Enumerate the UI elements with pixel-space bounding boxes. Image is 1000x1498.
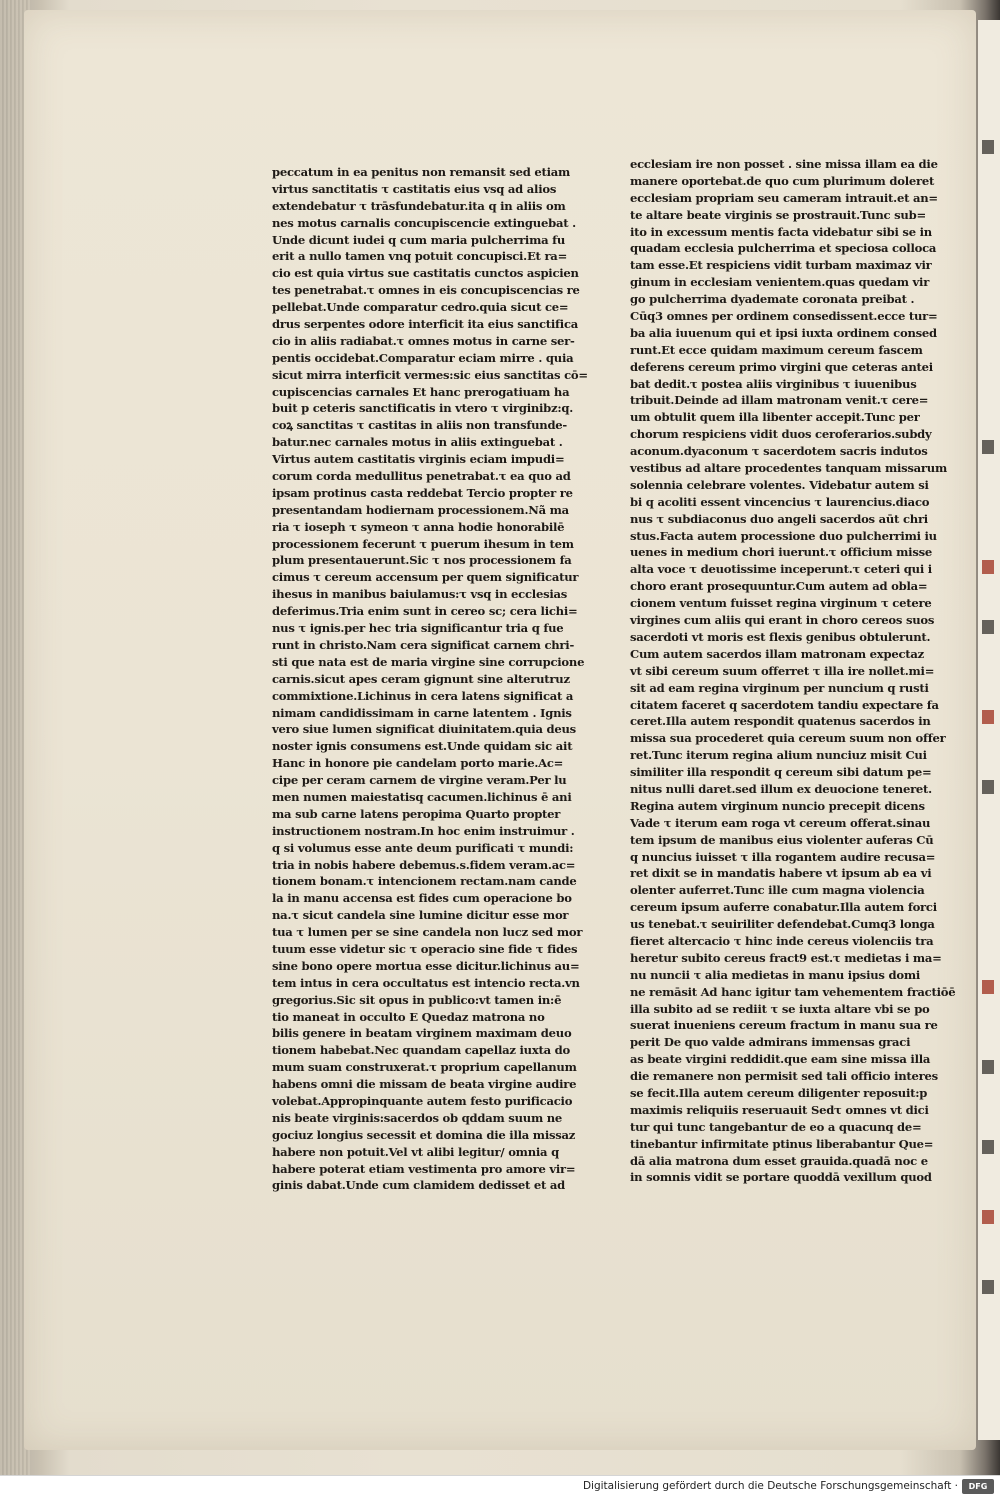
text-line: quadam ecclesia pulcherrima et speciosa colloca bbox=[630, 241, 937, 256]
text-line: ito in excessum mentis facta videbatur sibi se in bbox=[630, 224, 932, 239]
text-line: ceret.Illa autem respondit quatenus sacerdos in bbox=[630, 714, 931, 729]
text-line: noster ignis consumens est.Unde quidam sic ait bbox=[272, 739, 573, 754]
text-line: ecclesiam propriam seu cameram intrauit.et an= bbox=[630, 190, 938, 205]
text-line: bat dedit.τ postea aliis virginibus τ iuuenibus bbox=[630, 376, 917, 391]
text-line: cionem ventum fuisset regina virginum τ cetere bbox=[630, 596, 932, 611]
text-line: coꝝ sanctitas τ castitas in aliis non transfunde- bbox=[272, 418, 567, 433]
text-line: ipsam protinus casta reddebat Tercio propter re bbox=[272, 485, 573, 500]
text-line: nes motus carnalis concupiscencie extinguebat . bbox=[272, 215, 576, 230]
text-line: cio in aliis radiabat.τ omnes motus in carne ser- bbox=[272, 333, 575, 348]
text-line: ma sub carne latens peropima Quarto propter bbox=[272, 806, 561, 821]
text-line: cupiscencias carnales Et hanc prerogatiuam ha bbox=[272, 384, 570, 399]
text-line: fieret altercacio τ hinc inde cereus violenciis tra bbox=[630, 933, 934, 948]
text-line: vt sibi cereum suum offerret τ illa ire nollet.mi= bbox=[630, 663, 935, 678]
text-line: ret dixit se in mandatis habere vt ipsum ab ea vi bbox=[630, 866, 932, 881]
text-line: presentandam hodiernam processionem.Nã ma bbox=[272, 502, 569, 517]
text-line: us tenebat.τ seuiriliter defendebat.Cumq3 longa bbox=[630, 917, 935, 932]
text-line: tua τ lumen per se sine candela non lucz sed mor bbox=[272, 925, 583, 940]
text-line: um obtulit quem illa libenter accepit.Tunc per bbox=[630, 410, 920, 425]
text-line: cipe per ceram carnem de virgine veram.Per lu bbox=[272, 773, 567, 788]
text-line: na.τ sicut candela sine lumine dicitur esse mor bbox=[272, 908, 569, 923]
text-line: tes penetrabat.τ omnes in eis concupiscencias re bbox=[272, 283, 580, 298]
text-line: q si volumus esse ante deum purificati τ mundi: bbox=[272, 840, 574, 855]
text-line: uenes in medium chori iuerunt.τ officium misse bbox=[630, 545, 933, 560]
text-line: carnis.sicut apes ceram gignunt sine alterutruz bbox=[272, 671, 570, 686]
text-column-left bbox=[272, 164, 588, 1194]
text-line: habens omni die missam de beata virgine audire bbox=[272, 1077, 577, 1092]
text-line: vestibus ad altare procedentes tanquam missarum bbox=[630, 461, 947, 476]
text-line: corum corda medullitus penetrabat.τ ea quo ad bbox=[272, 469, 571, 484]
text-line: commixtione.Lichinus in cera latens significat a bbox=[272, 688, 574, 703]
text-line: maximis reliquiis reseruauit Sedτ omnes vt dici bbox=[630, 1102, 929, 1117]
text-line: tuum esse videtur sic τ operacio sine fide τ fides bbox=[272, 941, 578, 956]
text-line: heretur subito cereus fract9 est.τ medietas i ma= bbox=[630, 950, 942, 965]
text-line: dā alia matrona dum esset grauida.quadā noc e bbox=[630, 1153, 928, 1168]
text-line: erit a nullo tamen vnq potuit concupisci.Et ra= bbox=[272, 249, 568, 264]
text-line: tio maneat in occulto E Quedaz matrona no bbox=[272, 1009, 545, 1024]
text-line: Hanc in honore pie candelam porto marie.Ac= bbox=[272, 756, 564, 771]
text-line: nus τ ignis.per hec tria significantur tria q fue bbox=[272, 621, 564, 636]
text-line: tinebantur infirmitate ptinus liberabantur Que= bbox=[630, 1136, 934, 1151]
text-line: volebat.Appropinquante autem festo purificacio bbox=[272, 1093, 573, 1108]
text-line: nitus nulli daret.sed illum ex deuocione teneret. bbox=[630, 781, 932, 796]
text-line: extendebatur τ trāsfundebatur.ita q in aliis om bbox=[272, 198, 566, 213]
text-line: virgines cum aliis qui erant in choro cereos suos bbox=[630, 613, 935, 628]
text-line: illa subito ad se rediit τ se iuxta altare vbi se po bbox=[630, 1001, 930, 1016]
text-line: as beate virgini reddidit.que eam sine missa illa bbox=[630, 1052, 931, 1067]
text-line: bilis genere in beatam virginem maximam deuo bbox=[272, 1026, 572, 1041]
text-line: buit p ceteris sanctificatis in vtero τ virginibz:q. bbox=[272, 401, 574, 416]
text-line: choro erant prosequuntur.Cum autem ad obla= bbox=[630, 579, 928, 594]
text-line: sti que nata est de maria virgine sine corrupcione bbox=[272, 654, 585, 669]
text-line: men numen maiestatisq cacumen.lichinus ē ani bbox=[272, 789, 572, 804]
text-line: se fecit.Illa autem cereum diligenter reposuit:p bbox=[630, 1085, 928, 1100]
text-line: tionem habebat.Nec quandam capellaz iuxta do bbox=[272, 1043, 570, 1058]
text-line: go pulcherrima dyademate coronata preibat . bbox=[630, 292, 915, 307]
text-line: pellebat.Unde comparatur cedro.quia sicut ce= bbox=[272, 300, 569, 315]
text-line: tur qui tunc tangebantur de eo a quacunq de= bbox=[630, 1119, 922, 1134]
text-line: sine bono opere mortua esse dicitur.lichinus au= bbox=[272, 958, 580, 973]
text-line: q nuncius iuisset τ illa rogantem audire recusa= bbox=[630, 849, 936, 864]
text-line: gregorius.Sic sit opus in publico:vt tamen in:ē bbox=[272, 992, 562, 1007]
text-line: die remanere non permisit sed tali officio interes bbox=[630, 1069, 938, 1084]
text-line: aconum.dyaconum τ sacerdotem sacris indutos bbox=[630, 444, 928, 459]
text-line: habere poterat etiam vestimenta pro amore vir= bbox=[272, 1161, 576, 1176]
text-line: tam esse.Et respiciens vidit turbam maximaz vir bbox=[630, 258, 932, 273]
text-line: drus serpentes odore interficit ita eius sanctifica bbox=[272, 317, 579, 332]
text-line: cimus τ cereum accensum per quem significatur bbox=[272, 570, 579, 585]
text-line: in somnis vidit se portare quoddā vexillum quod bbox=[630, 1170, 932, 1185]
text-line: deferens cereum primo virgini que ceteras antei bbox=[630, 359, 933, 374]
text-line: sit ad eam regina virginum per nuncium q rusti bbox=[630, 680, 929, 695]
text-line: nu nuncii τ alia medietas in manu ipsius domi bbox=[630, 967, 920, 982]
text-line: ginis dabat.Unde cum clamidem dedisset et ad bbox=[272, 1178, 566, 1193]
text-line: nimam candidissimam in carne latentem . Ignis bbox=[272, 705, 572, 720]
text-line: tionem bonam.τ intencionem rectam.nam cande bbox=[272, 874, 577, 889]
text-line: missa sua procederet quia cereum suum non offer bbox=[630, 731, 946, 746]
text-line: Virtus autem castitatis virginis eciam impudi= bbox=[272, 452, 565, 467]
text-line: runt in christo.Nam cera significat carnem chri- bbox=[272, 637, 575, 652]
text-line: Unde dicunt iudei q cum maria pulcherrima fu bbox=[272, 232, 566, 247]
text-column-right bbox=[630, 156, 955, 1186]
text-line: ne remāsit Ad hanc igitur tam vehementem fractiōē bbox=[630, 984, 956, 999]
text-line: vero siue lumen significat diuinitatem.quia deus bbox=[272, 722, 576, 737]
text-line: Vade τ iterum eam roga vt cereum offerat.sinau bbox=[630, 815, 931, 830]
text-line: sicut mirra interficit vermes:sic eius sanctitas cō= bbox=[272, 367, 588, 382]
text-line: pentis occidebat.Comparatur eciam mirre . quia bbox=[272, 350, 574, 365]
text-line: virtus sanctitatis τ castitatis eius vsq ad alios bbox=[272, 181, 557, 196]
text-line: peccatum in ea penitus non remansit sed etiam bbox=[272, 165, 571, 179]
text-line: Cūq3 omnes per ordinem consedissent.ecce tur= bbox=[630, 309, 938, 324]
text-line: ba alia iuuenum qui et ipsi iuxta ordinem consed bbox=[630, 325, 937, 340]
text-line: sacerdoti vt moris est flexis genibus obtulerunt. bbox=[630, 629, 931, 644]
text-line: similiter illa respondit q cereum sibi datum pe= bbox=[630, 765, 932, 780]
text-line: te altare beate virginis se prostrauit.Tunc sub= bbox=[630, 207, 926, 222]
text-line: alta voce τ deuotissime inceperunt.τ ceteri qui i bbox=[630, 562, 932, 577]
text-line: habere non potuit.Vel vt alibi legitur/ omnia q bbox=[272, 1144, 559, 1159]
text-line: runt.Et ecce quidam maximum cereum fascem bbox=[630, 342, 923, 357]
text-line: nus τ subdiaconus duo angeli sacerdos aūt chri bbox=[630, 511, 928, 526]
text-line: mum suam construxerat.τ proprium capellanum bbox=[272, 1060, 577, 1075]
text-line: tem ipsum de manibus eius violenter auferas Cū bbox=[630, 832, 934, 847]
text-line: cereum ipsum auferre conabatur.Illa autem forci bbox=[630, 900, 937, 915]
text-line: gociuz longius secessit et domina die illa missaz bbox=[272, 1127, 576, 1142]
text-line: tria in nobis habere debemus.s.fidem veram.ac= bbox=[272, 857, 576, 872]
text-line: batur.nec carnales motus in aliis extinguebat . bbox=[272, 435, 563, 450]
footer-bar bbox=[0, 1475, 1000, 1498]
text-line: citatem faceret q sacerdotem tandiu expectare fa bbox=[630, 697, 939, 712]
text-line: nis beate virginis:sacerdos ob qddam suum ne bbox=[272, 1110, 563, 1125]
text-line: ginum in ecclesiam venientem.quas quedam vir bbox=[630, 275, 930, 290]
text-line: processionem fecerunt τ puerum ihesum in tem bbox=[272, 536, 574, 551]
text-line: suerat inueniens cereum fractum in manu sua re bbox=[630, 1018, 938, 1033]
text-line: ihesus in manibus baiulamus:τ vsq in ecclesias bbox=[272, 587, 568, 602]
text-line: Regina autem virginum nuncio precepit dicens bbox=[630, 798, 925, 813]
text-line: perit De quo valde admirans immensas graci bbox=[630, 1035, 911, 1050]
funding-credit: Digitalisierung gefördert durch die Deutsche Forschungsgemeinschaft · bbox=[582, 1480, 958, 1492]
text-line: deferimus.Tria enim sunt in cereo sc; cera lichi= bbox=[272, 604, 578, 619]
text-line: chorum respiciens vidit duos ceroferarios.subdy bbox=[630, 427, 932, 442]
facing-page-edge bbox=[978, 20, 1000, 1440]
text-line: ecclesiam ire non posset . sine missa illam ea die bbox=[630, 157, 938, 171]
text-line: Cum autem sacerdos illam matronam expectaz bbox=[630, 646, 924, 661]
text-line: ria τ ioseph τ symeon τ anna hodie honorabilē bbox=[272, 519, 565, 534]
dfg-logo-icon: DFG bbox=[962, 1479, 994, 1494]
text-line: stus.Facta autem processione duo pulcherrimi iu bbox=[630, 528, 937, 543]
text-line: cio est quia virtus sue castitatis cunctos aspicien bbox=[272, 266, 579, 281]
text-line: manere oportebat.de quo cum plurimum doleret bbox=[630, 173, 935, 188]
text-line: la in manu accensa est fides cum operacione bo bbox=[272, 891, 572, 906]
text-line: bi q acoliti essent vincencius τ laurencius.diaco bbox=[630, 494, 930, 509]
text-line: ret.Tunc iterum regina alium nunciuz misit Cui bbox=[630, 748, 927, 763]
text-line: solennia celebrare volentes. Videbatur autem si bbox=[630, 477, 929, 492]
text-line: instructionem nostram.In hoc enim instruimur . bbox=[272, 823, 575, 838]
text-line: olenter auferret.Tunc ille cum magna violencia bbox=[630, 883, 925, 898]
text-line: plum presentauerunt.Sic τ nos processionem fa bbox=[272, 553, 572, 568]
text-line: tribuit.Deinde ad illam matronam venit.τ cere= bbox=[630, 393, 929, 408]
text-line: tem intus in cera occultatus est intencio recta.vn bbox=[272, 975, 580, 990]
